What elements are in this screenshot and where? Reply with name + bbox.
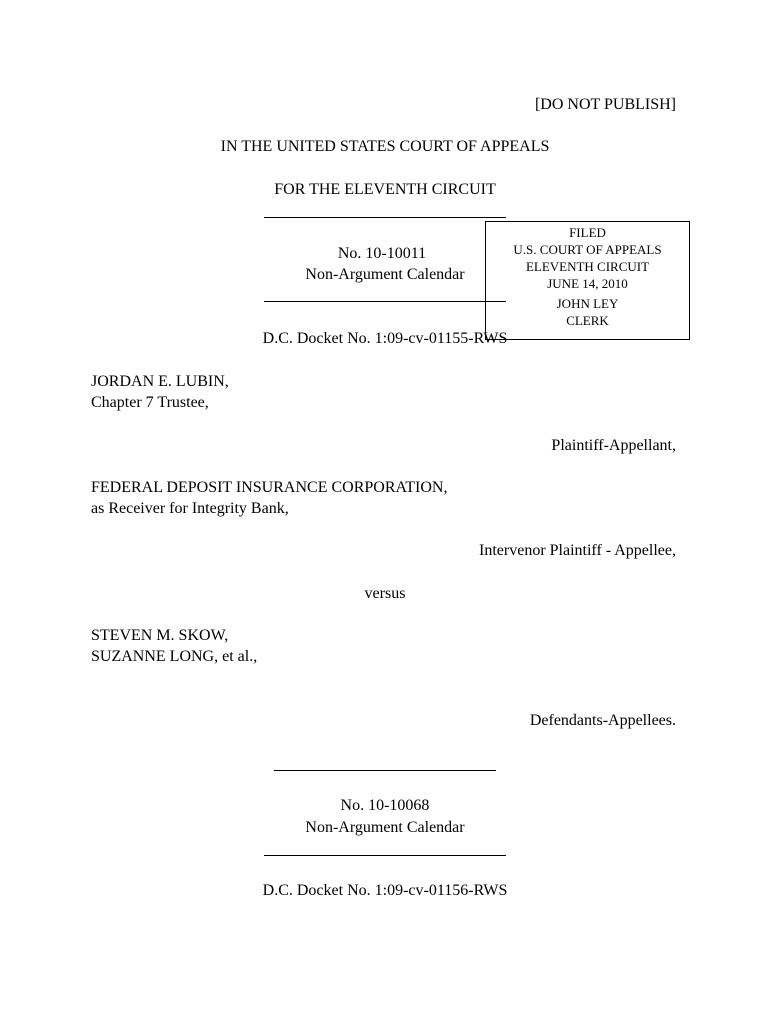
docket-1: D.C. Docket No. 1:09-cv-01155-RWS [262, 330, 508, 347]
case-number-1: No. 10-10011 [337, 245, 427, 262]
calendar-2: Non-Argument Calendar [305, 819, 465, 836]
bottom-rule [264, 855, 506, 856]
stamp-filed: FILED [569, 225, 606, 240]
intervenor-name: FEDERAL DEPOSIT INSURANCE CORPORATION, [91, 479, 448, 496]
stamp-clerk-title: CLERK [566, 313, 609, 328]
intervenor-role: as Receiver for Integrity Bank, [91, 500, 289, 517]
defendant-name-2: SUZANNE LONG, et al., [91, 648, 258, 665]
circuit-title: FOR THE ELEVENTH CIRCUIT [274, 181, 496, 198]
court-title: IN THE UNITED STATES COURT OF APPEALS [220, 138, 550, 155]
middle-rule [264, 301, 506, 302]
intervenor-designation: Intervenor Plaintiff - Appellee, [479, 542, 676, 559]
docket-2: D.C. Docket No. 1:09-cv-01156-RWS [262, 882, 508, 899]
publish-note: [DO NOT PUBLISH] [534, 96, 676, 113]
stamp-circuit: ELEVENTH CIRCUIT [525, 259, 650, 274]
plaintiff-designation: Plaintiff-Appellant, [551, 437, 676, 454]
top-rule [264, 217, 506, 218]
plaintiff-name: JORDAN E. LUBIN, [91, 373, 229, 390]
separator-rule [274, 770, 496, 771]
stamp-court: U.S. COURT OF APPEALS [513, 242, 662, 257]
filed-stamp [485, 221, 690, 340]
stamp-date: JUNE 14, 2010 [547, 276, 628, 291]
calendar-1: Non-Argument Calendar [305, 266, 465, 283]
defendant-name-1: STEVEN M. SKOW, [91, 627, 229, 644]
plaintiff-role: Chapter 7 Trustee, [91, 394, 209, 411]
defendant-designation: Defendants-Appellees. [529, 712, 676, 729]
versus-label: versus [364, 585, 406, 602]
stamp-clerk-name: JOHN LEY [556, 296, 619, 311]
case-number-2: No. 10-10068 [340, 797, 430, 814]
